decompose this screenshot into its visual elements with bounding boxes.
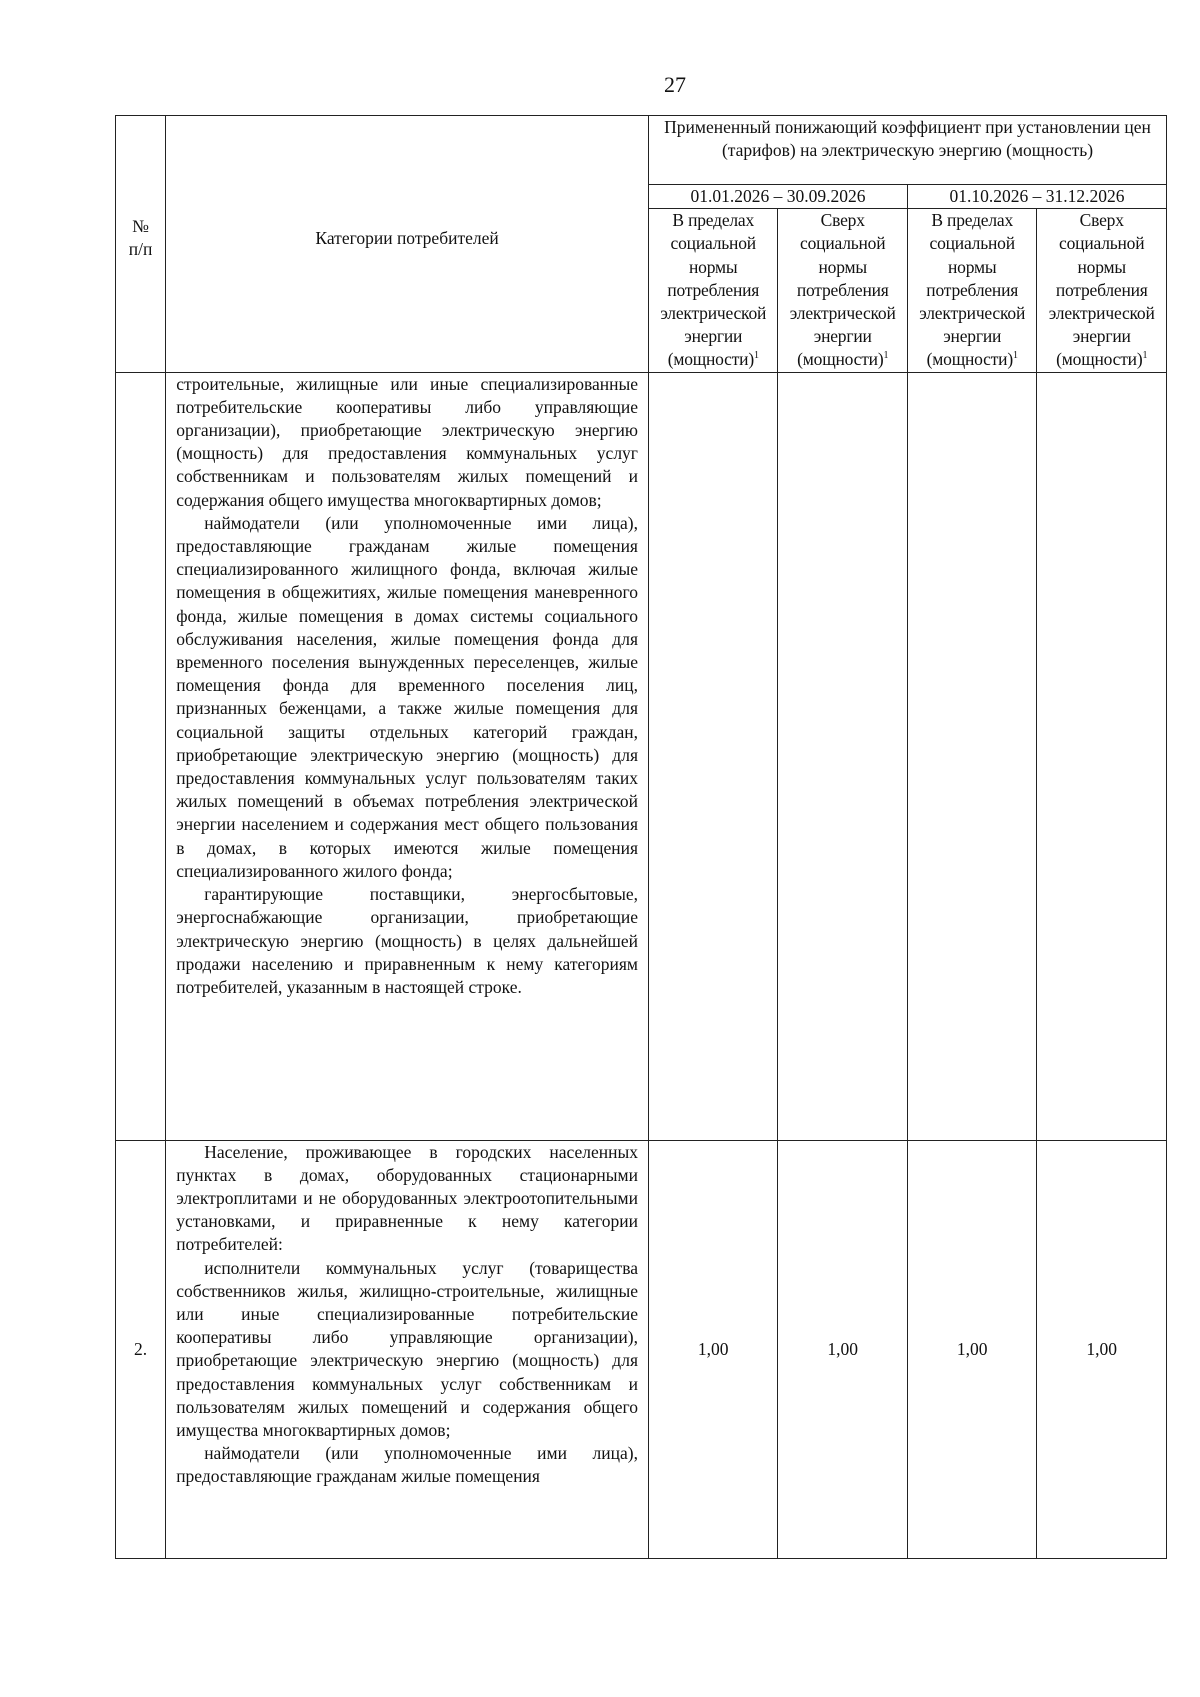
subheader-line: потребления [796, 279, 889, 300]
value-cell: 1,00 [1037, 1140, 1167, 1558]
subheader-line: В пределах [931, 210, 1014, 231]
category-paragraph: гарантирующие поставщики, энергосбытовые, энергоснабжающие организации, приобретающие электрическую энергию (мощность) в целях дальнейшей продажи населению и приравненным к нему категориям потребителей, указанным в настоящей строке. [176, 884, 638, 997]
subheader-line: нормы [689, 256, 738, 277]
subheader-1 [649, 209, 778, 372]
category-paragraph: исполнители коммунальных услуг (товарищества собственников жилья, жилищно-строительные, жилищные или иные специализированные потребительские кооперативы либо управляющие организации), приобретающие электрическую энергию (мощность) для предоставления коммунальных услуг собственникам и пользователям жилых помещений и содержания общего имущества многоквартирных домов; [176, 1257, 638, 1441]
subheader-line: нормы [947, 256, 997, 277]
footnote-marker: 1 [1142, 350, 1148, 362]
subheader-line: потребления [926, 279, 1019, 300]
col-category-header: Категории потребителей [166, 116, 649, 373]
num-header-line-1: № [132, 215, 149, 236]
footnote-marker: 1 [883, 350, 889, 362]
footnote-marker: 1 [1012, 350, 1018, 362]
subheader-line: нормы [1077, 256, 1126, 277]
table-row [116, 372, 1167, 1140]
subheader-line: (мощности) [926, 349, 1013, 370]
subheader-line: энергии [813, 326, 872, 347]
row-number: 2. [116, 1140, 166, 1558]
subheader-line: энергии [1072, 326, 1131, 347]
value-cell: 1,00 [649, 1140, 778, 1558]
subheader-line: социальной [929, 233, 1015, 254]
page-number: 27 [664, 72, 686, 97]
coef-header: Примененный понижающий коэффициент при установлении цен (тарифов) на электрическую энергию (мощность) [649, 116, 1167, 185]
category-paragraph: наймодатели (или уполномоченные ими лица), предоставляющие гражданам жилые помещения [176, 1443, 638, 1487]
row-number [116, 372, 166, 1140]
subheader-line: энергии [943, 326, 1002, 347]
value-cell [778, 372, 907, 1140]
subheader-line: социальной [1059, 233, 1145, 254]
footnote-marker: 1 [753, 350, 759, 362]
category-paragraph: наймодатели (или уполномоченные ими лица), предоставляющие гражданам жилые помещения специализированного жилищного фонда, включая жилые помещения в общежитиях, жилые помещения маневренного фонда, жилые помещения в домах системы социального обслуживания населения, жилые помещения фонда для временного поселения вынужденных переселенцев, жилые помещения фонда для временного поселения лиц, признанных беженцами, а также жилые помещения для социальной защиты отдельных категорий граждан, приобретающие электрическую энергию (мощность) для предоставления коммунальных услуг пользователям таких жилых помещений в объемах потребления электрической энергии населением и содержания мест общего пользования в домах, в которых имеются жилые помещения специализированного жилого фонда; [176, 512, 638, 881]
subheader-line: (мощности) [797, 349, 884, 370]
value-cell [907, 372, 1036, 1140]
value-cell: 1,00 [778, 1140, 907, 1558]
subheader-line: потребления [667, 279, 760, 300]
subheader-2 [778, 209, 907, 372]
category-text [166, 372, 649, 1140]
value-cell: 1,00 [907, 1140, 1036, 1558]
subheader-line: электрической [1048, 303, 1155, 324]
subheader-line: электрической [919, 303, 1026, 324]
subheader-line: (мощности) [667, 349, 754, 370]
subheader-line: Сверх [820, 210, 865, 231]
period-1: 01.01.2026 – 30.09.2026 [649, 185, 908, 209]
num-header-line-2: п/п [128, 238, 153, 259]
table-row [116, 1140, 1167, 1558]
subheader-line: социальной [800, 233, 886, 254]
header-row-1 [116, 116, 1167, 185]
subheader-4 [1037, 209, 1167, 372]
subheader-line: электрической [789, 303, 896, 324]
subheader-3 [907, 209, 1036, 372]
subheader-line: Сверх [1079, 210, 1124, 231]
category-paragraph: Население, проживающее в городских населенных пунктах в домах, оборудованных стационарными электроплитами и не оборудованных электроотопительными установками, и приравненные к нему категории потребителей: [176, 1141, 638, 1255]
period-2: 01.10.2026 – 31.12.2026 [907, 185, 1166, 209]
subheader-line: нормы [818, 256, 867, 277]
subheader-line: электрической [660, 303, 767, 324]
category-paragraph: строительные, жилищные или иные специализированные потребительские кооперативы либо управляющие организации), приобретающие электрическую энергию (мощность) для предоставления коммунальных услуг собственникам и пользователям жилых помещений и содержания общего имущества многоквартирных домов; [176, 373, 638, 510]
subheader-line: (мощности) [1056, 349, 1143, 370]
subheader-line: В пределах [672, 210, 755, 231]
tariff-table [115, 115, 1167, 1559]
value-cell [1037, 372, 1167, 1140]
subheader-line: социальной [670, 233, 756, 254]
subheader-line: потребления [1055, 279, 1148, 300]
value-cell [649, 372, 778, 1140]
category-text [166, 1140, 649, 1558]
col-num-header [116, 116, 166, 373]
subheader-line: энергии [684, 326, 743, 347]
